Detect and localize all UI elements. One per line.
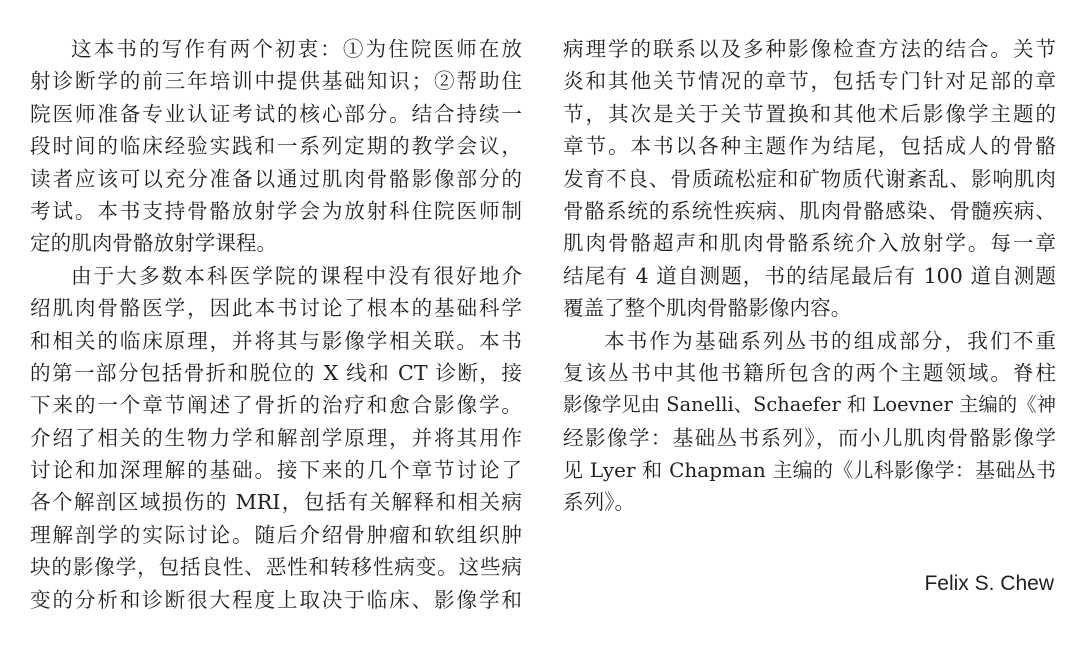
paragraph-line: 考试。本书支持骨骼放射学会为放射科住院医师制 xyxy=(30,198,522,223)
paragraph-line: 经影像学：基础丛书系列》，而小儿肌肉骨骼影像学 xyxy=(563,425,1056,450)
paragraph-line: 变的分析和诊断很大程度上取决于临床、影像学和 xyxy=(30,587,522,612)
paragraph-line: 本书作为基础系列丛书的组成部分，我们不重 xyxy=(604,328,1056,353)
paragraph-line: 节，其次是关于关节置换和其他术后影像学主题的 xyxy=(563,101,1056,126)
paragraph-line: 病理学的联系以及多种影像检查方法的结合。关节 xyxy=(563,37,1056,61)
paragraph-line: 影像学见由 Sanelli、Schaefer 和 Loevner 主编的《神 xyxy=(563,393,1056,417)
paragraph-line: 见 Lyer 和 Chapman 主编的《儿科影像学：基础丛书 xyxy=(563,458,1056,483)
author-signature: Felix S. Chew xyxy=(924,572,1054,595)
paragraph-line: 各个解剖区域损伤的 MRI，包括有关解释和相关病 xyxy=(30,490,522,515)
paragraph-line: 介绍了相关的生物力学和解剖学原理，并将其用作 xyxy=(30,425,522,450)
paragraph-line: 肌肉骨骼超声和肌肉骨骼系统介入放射学。每一章 xyxy=(563,231,1056,256)
right-column xyxy=(563,33,1056,519)
paragraph-line: 读者应该可以充分准备以通过肌肉骨骼影像部分的 xyxy=(30,166,522,191)
paragraph-line: 覆盖了整个肌肉骨骼影像内容。 xyxy=(563,296,852,321)
paragraph-line: 复该丛书中其他书籍所包含的两个主题领域。脊柱 xyxy=(563,360,1056,385)
paragraph-line: 炎和其他关节情况的章节，包括专门针对足部的章 xyxy=(563,69,1056,94)
paragraph-line: 射诊断学的前三年培训中提供基础知识；②帮助住 xyxy=(30,69,522,94)
paragraph-line: 下来的一个章节阐述了骨折的治疗和愈合影像学。 xyxy=(30,393,522,418)
paragraph-line: 块的影像学，包括良性、恶性和转移性病变。这些病 xyxy=(30,555,522,580)
paragraph-line: 这本书的写作有两个初衷：①为住院医师在放 xyxy=(71,37,522,61)
paragraph-line: 段时间的临床经验实践和一系列定期的教学会议， xyxy=(30,134,522,159)
left-column xyxy=(30,33,522,616)
paragraph-line: 的第一部分包括骨折和脱位的 X 线和 CT 诊断，接 xyxy=(30,360,522,385)
paragraph-line: 和相关的临床原理，并将其与影像学相关联。本书 xyxy=(30,328,522,353)
paragraph-line: 讨论和加深理解的基础。接下来的几个章节讨论了 xyxy=(30,458,522,483)
paragraph-line: 由于大多数本科医学院的课程中没有很好地介 xyxy=(71,263,522,288)
paragraph-line: 院医师准备专业认证考试的核心部分。结合持续一 xyxy=(30,101,522,126)
paragraph-line: 发育不良、骨质疏松症和矿物质代谢紊乱、影响肌肉 xyxy=(563,166,1056,191)
paragraph-line: 结尾有 4 道自测题，书的结尾最后有 100 道自测题 xyxy=(563,263,1056,288)
paragraph-line: 绍肌肉骨骼医学，因此本书讨论了根本的基础科学 xyxy=(30,296,522,321)
paragraph-line: 定的肌肉骨骼放射学课程。 xyxy=(30,231,278,256)
paragraph-line: 骨骼系统的系统性疾病、肌肉骨骼感染、骨髓疾病、 xyxy=(563,198,1056,223)
paragraph-line: 系列》。 xyxy=(563,490,636,515)
paragraph-line: 理解剖学的实际讨论。随后介绍骨肿瘤和软组织肿 xyxy=(30,522,522,547)
paragraph-line: 章节。本书以各种主题作为结尾，包括成人的骨骼 xyxy=(563,134,1056,159)
